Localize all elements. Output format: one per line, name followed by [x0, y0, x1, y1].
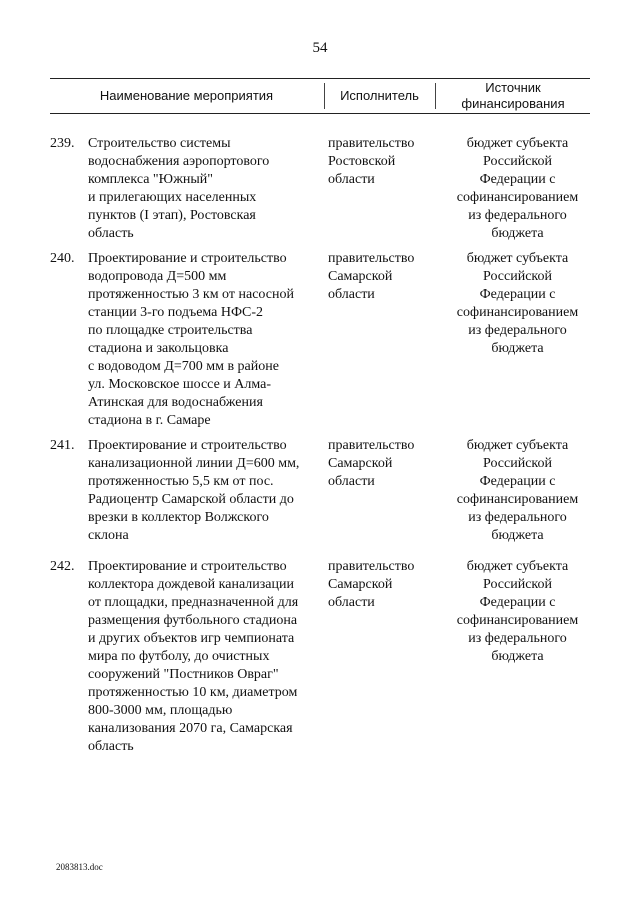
row-source-line: бюджет субъекта: [466, 251, 569, 266]
row-source-line: Российской: [483, 269, 552, 284]
row-executor-line: правительство: [328, 136, 415, 151]
row-executor-line: области: [328, 172, 375, 187]
row-name-line: сооружений "Постников Овраг": [88, 667, 279, 682]
row-name-line: Проектирование и строительство: [88, 251, 287, 266]
row-source-line: софинансированием: [456, 305, 579, 320]
row-name-line: ул. Московское шоссе и Алма-: [88, 377, 272, 392]
row-name-line: 800-3000 мм, площадью: [88, 703, 233, 718]
row-name-line: размещения футбольного стадиона: [88, 613, 298, 628]
row-source-line: бюджет субъекта: [466, 136, 569, 151]
row-name-line: от площадки, предназначенной для: [88, 595, 299, 610]
row-source-line: из федерального: [468, 208, 567, 223]
header-divider: [324, 83, 325, 109]
row-source-line: Российской: [483, 154, 552, 169]
row-number: 239.: [50, 136, 75, 151]
row-name-line: стадиона в г. Самаре: [88, 413, 211, 428]
row-source-line: бюджета: [491, 528, 544, 543]
row-executor: [328, 558, 438, 612]
row-source-line: Федерации с: [479, 172, 556, 187]
row-executor-line: правительство: [328, 251, 415, 266]
row-executor-line: Ростовской: [328, 154, 396, 169]
row-number: 241.: [50, 438, 75, 453]
row-name-line: комплекса "Южный": [88, 172, 213, 187]
row-executor: [328, 135, 438, 189]
row-executor: [328, 437, 438, 491]
row-name-line: Проектирование и строительство: [88, 559, 287, 574]
row-executor-line: области: [328, 595, 375, 610]
row-executor-line: Самарской: [328, 269, 393, 284]
row-executor-line: правительство: [328, 438, 415, 453]
row-name: [88, 437, 328, 545]
row-source-line: бюджета: [491, 226, 544, 241]
row-name-line: Радиоцентр Самарской области до: [88, 492, 294, 507]
header-source-line: финансирования: [461, 96, 565, 111]
row-source-line: из федерального: [468, 323, 567, 338]
row-source-line: Российской: [483, 577, 552, 592]
table-header: [50, 78, 590, 114]
row-name-line: мира по футболу, до очистных: [88, 649, 270, 664]
row-name-line: водопровода Д=500 мм: [88, 269, 227, 284]
row-executor-line: Самарской: [328, 577, 393, 592]
header-source-line: Источник: [485, 80, 541, 95]
row-name-line: водоснабжения аэропортового: [88, 154, 270, 169]
row-number: 240.: [50, 251, 75, 266]
row-executor-line: области: [328, 474, 375, 489]
row-name-line: протяженностью 3 км от насосной: [88, 287, 294, 302]
row-name-line: с водоводом Д=700 мм в районе: [88, 359, 279, 374]
row-source-line: из федерального: [468, 631, 567, 646]
row-name: [88, 135, 328, 243]
row-name-line: стадиона и закольцовка: [88, 341, 229, 356]
row-source-line: Российской: [483, 456, 552, 471]
document-filename: 2083813.doc: [56, 862, 103, 872]
row-name-line: область: [88, 226, 134, 241]
row-name-line: Атинская для водоснабжения: [88, 395, 263, 410]
row-name-line: канализования 2070 га, Самарская: [88, 721, 293, 736]
row-name-line: протяженностью 5,5 км от пос.: [88, 474, 274, 489]
row-source-line: бюджет субъекта: [466, 438, 569, 453]
row-name-line: протяженностью 10 км, диаметром: [88, 685, 298, 700]
row-source-line: бюджета: [491, 341, 544, 356]
row-source: [445, 558, 590, 666]
row-source-line: софинансированием: [456, 190, 579, 205]
row-source-line: Федерации с: [479, 474, 556, 489]
row-source: [445, 135, 590, 243]
row-executor-line: области: [328, 287, 375, 302]
page-number: 54: [312, 40, 328, 56]
row-name-line: коллектора дождевой канализации: [88, 577, 294, 592]
row-number: 242.: [50, 559, 75, 574]
row-executor: [328, 250, 438, 304]
row-source-line: из федерального: [468, 510, 567, 525]
row-name: [88, 558, 328, 756]
row-name-line: пунктов (I этап), Ростовская: [88, 208, 256, 223]
row-source-line: софинансированием: [456, 492, 579, 507]
row-source-line: софинансированием: [456, 613, 579, 628]
row-source-line: бюджет субъекта: [466, 559, 569, 574]
header-executor: Исполнитель: [340, 88, 419, 103]
row-name-line: и других объектов игр чемпионата: [88, 631, 295, 646]
row-name-line: и прилегающих населенных: [88, 190, 257, 205]
row-name-line: Проектирование и строительство: [88, 438, 287, 453]
row-executor-line: Самарской: [328, 456, 393, 471]
row-name-line: канализационной линии Д=600 мм,: [88, 456, 300, 471]
row-name-line: склона: [88, 528, 129, 543]
row-executor-line: правительство: [328, 559, 415, 574]
row-name-line: станции 3-го подъема НФС-2: [88, 305, 264, 320]
row-name-line: по площадке строительства: [88, 323, 253, 338]
row-source-line: Федерации с: [479, 287, 556, 302]
row-name: [88, 250, 328, 430]
row-source-line: бюджета: [491, 649, 544, 664]
row-source: [445, 250, 590, 358]
row-name-line: Строительство системы: [88, 136, 231, 151]
row-source: [445, 437, 590, 545]
header-name: Наименование мероприятия: [99, 88, 274, 103]
row-source-line: Федерации с: [479, 595, 556, 610]
header-source: [436, 79, 590, 113]
row-name-line: врезки в коллектор Волжского: [88, 510, 269, 525]
row-name-line: область: [88, 739, 134, 754]
